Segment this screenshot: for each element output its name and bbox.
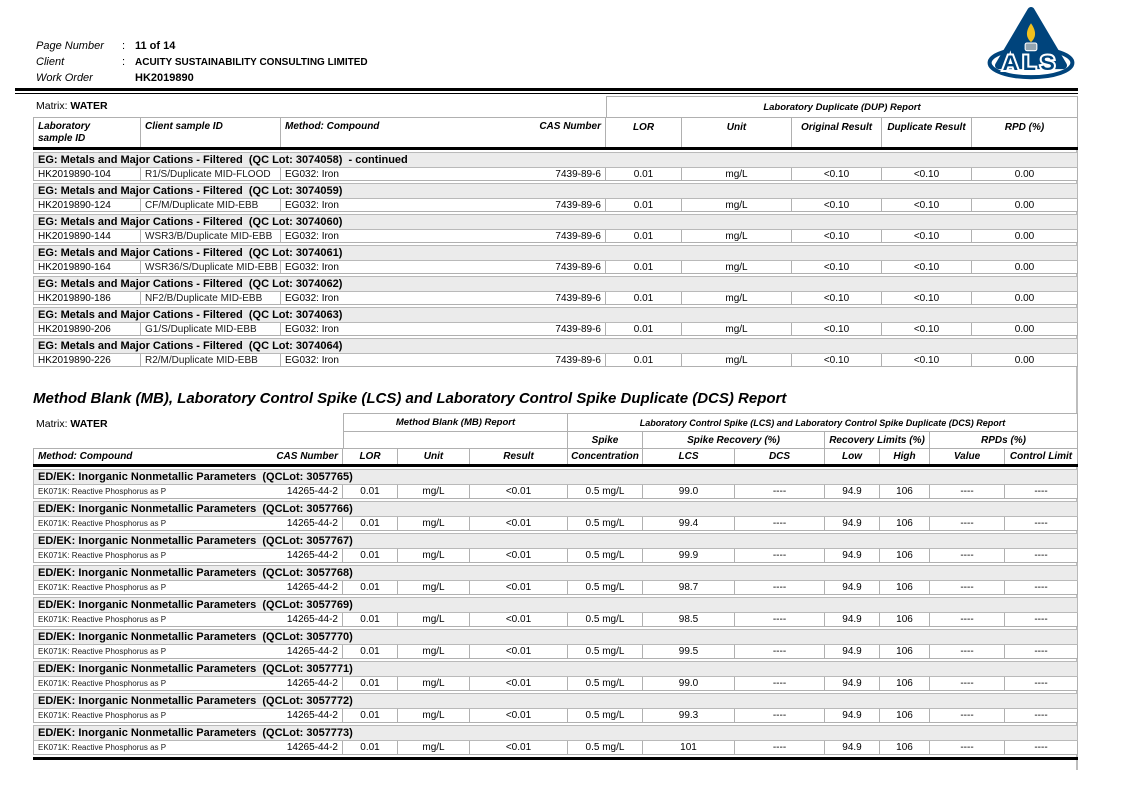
col-method-compound: Method: Compound <box>38 451 133 462</box>
recovery-low-cell: 94.9 <box>825 740 880 755</box>
mb-section-title: Method Blank (MB), Laboratory Control Spike (LCS) and Laboratory Control Spike Duplicate (DCS) Report <box>33 390 787 407</box>
method-compound-value: EK071K: Reactive Phosphorus as P <box>38 615 167 624</box>
qc-lot-section-header: ED/EK: Inorganic Nonmetallic Parameters (QCLot: 3057770) <box>33 629 1078 645</box>
dup-data-row <box>33 229 1078 243</box>
col-client-sample-id: Client sample ID <box>141 117 281 148</box>
rpd-control-limit-cell: ---- <box>1005 612 1078 627</box>
qc-lot-section-header: EG: Metals and Major Cations - Filtered (QC Lot: 3074059) <box>33 183 1078 199</box>
rpd-control-limit-cell: ---- <box>1005 644 1078 659</box>
qc-lot-section-header: ED/EK: Inorganic Nonmetallic Parameters (QCLot: 3057766) <box>33 501 1078 517</box>
dup-data-row <box>33 198 1078 212</box>
col-method-cas <box>33 448 343 465</box>
dcs-recovery-cell: ---- <box>735 548 825 563</box>
laboratory-sample-id-cell: HK2019890-206 <box>33 322 141 336</box>
client-sample-id-cell: R1/S/Duplicate MID-FLOOD <box>141 167 281 181</box>
col-cas-number: CAS Number <box>276 451 338 462</box>
method-compound-value: EK071K: Reactive Phosphorus as P <box>38 551 167 560</box>
recovery-high-cell: 106 <box>880 644 930 659</box>
col-high: High <box>880 448 930 465</box>
method-compound-value: EK071K: Reactive Phosphorus as P <box>38 743 167 752</box>
unit-cell: mg/L <box>682 198 792 212</box>
spike-concentration-cell: 0.5 mg/L <box>568 580 643 595</box>
lor-cell: 0.01 <box>343 612 398 627</box>
client-sample-id-cell: G1/S/Duplicate MID-EBB <box>141 322 281 336</box>
cas-number-value: 14265-44-2 <box>286 486 338 497</box>
sub-spike: Spike <box>568 431 643 449</box>
method-compound-value: EK071K: Reactive Phosphorus as P <box>38 583 167 592</box>
mb-data-row <box>33 708 1078 723</box>
duplicate-result-cell: <0.10 <box>882 353 972 367</box>
rpd-value-cell: ---- <box>930 548 1005 563</box>
recovery-high-cell: 106 <box>880 484 930 499</box>
col-lor: LOR <box>606 117 682 148</box>
original-result-cell: <0.10 <box>792 260 882 274</box>
mb-header-rule <box>33 464 1078 467</box>
duplicate-result-cell: <0.10 <box>882 198 972 212</box>
qc-lot-section-header: ED/EK: Inorganic Nonmetallic Parameters (QCLot: 3057773) <box>33 725 1078 741</box>
col-unit: Unit <box>398 448 470 465</box>
cas-number-value: 7439-89-6 <box>555 323 601 335</box>
method-compound-value: EK071K: Reactive Phosphorus as P <box>38 711 167 720</box>
lcs-group-header: Laboratory Control Spike (LCS) and Laboratory Control Spike Duplicate (DCS) Report <box>568 413 1078 432</box>
recovery-low-cell: 94.9 <box>825 676 880 691</box>
lor-cell: 0.01 <box>606 353 682 367</box>
dup-data-row <box>33 291 1078 305</box>
unit-cell: mg/L <box>398 516 470 531</box>
lcs-recovery-cell: 99.9 <box>643 548 735 563</box>
method-cas-cell <box>33 484 343 499</box>
mb-data-row <box>33 644 1078 659</box>
rpd-control-limit-cell: ---- <box>1005 740 1078 755</box>
qc-lot-section-header: EG: Metals and Major Cations - Filtered (QC Lot: 3074061) <box>33 245 1078 261</box>
mb-data-row <box>33 612 1078 627</box>
method-cas-cell <box>281 260 606 274</box>
lcs-recovery-cell: 98.5 <box>643 612 735 627</box>
client-colon: : <box>122 56 126 68</box>
col-cas-number: CAS Number <box>539 121 601 132</box>
method-compound-value: EG032: Iron <box>285 323 339 335</box>
laboratory-sample-id-cell: HK2019890-164 <box>33 260 141 274</box>
mb-column-headers <box>33 448 1078 465</box>
result-cell: <0.01 <box>470 548 568 563</box>
laboratory-sample-id-cell: HK2019890-104 <box>33 167 141 181</box>
spike-concentration-cell: 0.5 mg/L <box>568 484 643 499</box>
lcs-recovery-cell: 99.0 <box>643 484 735 499</box>
recovery-low-cell: 94.9 <box>825 484 880 499</box>
sub-spike-recovery: Spike Recovery (%) <box>643 431 825 449</box>
rpd-cell: 0.00 <box>972 291 1078 305</box>
dup-data-row <box>33 260 1078 274</box>
method-compound-value: EG032: Iron <box>285 199 339 211</box>
cas-number-value: 14265-44-2 <box>286 582 338 593</box>
col-dcs: DCS <box>735 448 825 465</box>
method-compound-value: EG032: Iron <box>285 230 339 242</box>
cas-number-value: 7439-89-6 <box>555 168 601 180</box>
client-value: ACUITY SUSTAINABILITY CONSULTING LIMITED <box>135 56 368 68</box>
dup-table-body <box>33 152 1078 367</box>
cas-number-value: 7439-89-6 <box>555 354 601 366</box>
cas-number-value: 14265-44-2 <box>286 742 338 753</box>
spike-concentration-cell: 0.5 mg/L <box>568 612 643 627</box>
lor-cell: 0.01 <box>343 516 398 531</box>
rpd-control-limit-cell: ---- <box>1005 484 1078 499</box>
method-cas-cell <box>281 353 606 367</box>
qc-lot-section-header: ED/EK: Inorganic Nonmetallic Parameters (QCLot: 3057767) <box>33 533 1078 549</box>
col-concentration: Concentration <box>568 448 643 465</box>
header-divider <box>15 88 1078 94</box>
recovery-high-cell: 106 <box>880 516 930 531</box>
qc-lot-section-header: EG: Metals and Major Cations - Filtered (QC Lot: 3074058) - continued <box>33 152 1078 168</box>
recovery-high-cell: 106 <box>880 740 930 755</box>
dup-header-rule <box>33 147 1078 150</box>
client-sample-id-cell: WSR36/S/Duplicate MID-EBB <box>141 260 281 274</box>
qc-lot-section-header: ED/EK: Inorganic Nonmetallic Parameters (QCLot: 3057769) <box>33 597 1078 613</box>
recovery-low-cell: 94.9 <box>825 580 880 595</box>
lor-cell: 0.01 <box>343 548 398 563</box>
dcs-recovery-cell: ---- <box>735 516 825 531</box>
lcs-recovery-cell: 99.0 <box>643 676 735 691</box>
unit-cell: mg/L <box>398 676 470 691</box>
mb-subgroup-band <box>33 431 1078 449</box>
page-number-row <box>36 38 368 54</box>
method-cas-cell <box>33 548 343 563</box>
method-compound-value: EK071K: Reactive Phosphorus as P <box>38 647 167 656</box>
work-order-label: Work Order <box>36 72 93 84</box>
qc-lot-section-header: EG: Metals and Major Cations - Filtered (QC Lot: 3074064) <box>33 338 1078 354</box>
lor-cell: 0.01 <box>606 167 682 181</box>
rpd-control-limit-cell: ---- <box>1005 580 1078 595</box>
lcs-recovery-cell: 99.5 <box>643 644 735 659</box>
dup-matrix-band <box>33 96 1078 118</box>
als-logo-graphic <box>986 5 1076 81</box>
recovery-low-cell: 94.9 <box>825 708 880 723</box>
method-compound-value: EK071K: Reactive Phosphorus as P <box>38 487 167 496</box>
lor-cell: 0.01 <box>343 644 398 659</box>
recovery-low-cell: 94.9 <box>825 516 880 531</box>
rpd-cell: 0.00 <box>972 322 1078 336</box>
client-sample-id-cell: CF/M/Duplicate MID-EBB <box>141 198 281 212</box>
method-cas-cell <box>281 322 606 336</box>
recovery-low-cell: 94.9 <box>825 548 880 563</box>
cas-number-value: 14265-44-2 <box>286 518 338 529</box>
mb-group-header: Method Blank (MB) Report <box>343 413 568 432</box>
page-number-label: Page Number <box>36 40 104 52</box>
method-compound-value: EG032: Iron <box>285 292 339 304</box>
result-cell: <0.01 <box>470 484 568 499</box>
method-cas-cell <box>281 167 606 181</box>
col-unit: Unit <box>682 117 792 148</box>
sub-rpds: RPDs (%) <box>930 431 1078 449</box>
recovery-low-cell: 94.9 <box>825 612 880 627</box>
duplicate-result-cell: <0.10 <box>882 167 972 181</box>
dcs-recovery-cell: ---- <box>735 484 825 499</box>
dcs-recovery-cell: ---- <box>735 676 825 691</box>
unit-cell: mg/L <box>398 644 470 659</box>
qc-lot-section-header: ED/EK: Inorganic Nonmetallic Parameters (QCLot: 3057772) <box>33 693 1078 709</box>
cas-number-value: 14265-44-2 <box>286 678 338 689</box>
mb-data-row <box>33 484 1078 499</box>
result-cell: <0.01 <box>470 708 568 723</box>
recovery-low-cell: 94.9 <box>825 644 880 659</box>
cas-number-value: 7439-89-6 <box>555 261 601 273</box>
rpd-value-cell: ---- <box>930 516 1005 531</box>
spike-concentration-cell: 0.5 mg/L <box>568 548 643 563</box>
cas-number-value: 14265-44-2 <box>286 646 338 657</box>
dup-column-headers <box>33 117 1078 148</box>
matrix-label: Matrix: <box>36 100 68 112</box>
cas-number-value: 14265-44-2 <box>286 550 338 561</box>
duplicate-result-cell: <0.10 <box>882 260 972 274</box>
matrix-value: WATER <box>70 418 108 430</box>
lcs-recovery-cell: 98.7 <box>643 580 735 595</box>
laboratory-sample-id-cell: HK2019890-226 <box>33 353 141 367</box>
rpd-cell: 0.00 <box>972 167 1078 181</box>
lor-cell: 0.01 <box>606 229 682 243</box>
col-lor: LOR <box>343 448 398 465</box>
method-cas-cell <box>281 229 606 243</box>
rpd-cell: 0.00 <box>972 353 1078 367</box>
unit-cell: mg/L <box>682 353 792 367</box>
mb-data-row <box>33 740 1078 755</box>
col-low: Low <box>825 448 880 465</box>
recovery-high-cell: 106 <box>880 708 930 723</box>
spike-concentration-cell: 0.5 mg/L <box>568 644 643 659</box>
recovery-high-cell: 106 <box>880 676 930 691</box>
qc-lot-section-header: EG: Metals and Major Cations - Filtered (QC Lot: 3074060) <box>33 214 1078 230</box>
lor-cell: 0.01 <box>606 291 682 305</box>
unit-cell: mg/L <box>398 612 470 627</box>
col-lcs: LCS <box>643 448 735 465</box>
lcs-recovery-cell: 101 <box>643 740 735 755</box>
col-value: Value <box>930 448 1005 465</box>
col-rpd: RPD (%) <box>972 117 1078 148</box>
matrix-value: WATER <box>70 100 108 112</box>
method-compound-value: EK071K: Reactive Phosphorus as P <box>38 519 167 528</box>
unit-cell: mg/L <box>398 548 470 563</box>
unit-cell: mg/L <box>682 322 792 336</box>
lor-cell: 0.01 <box>343 708 398 723</box>
lor-cell: 0.01 <box>606 198 682 212</box>
rpd-value-cell: ---- <box>930 612 1005 627</box>
qc-lot-section-header: EG: Metals and Major Cations - Filtered (QC Lot: 3074062) <box>33 276 1078 292</box>
result-cell: <0.01 <box>470 612 568 627</box>
laboratory-sample-id-cell: HK2019890-144 <box>33 229 141 243</box>
dup-data-row <box>33 167 1078 181</box>
dcs-recovery-cell: ---- <box>735 644 825 659</box>
method-cas-cell <box>281 198 606 212</box>
rpd-cell: 0.00 <box>972 229 1078 243</box>
rpd-value-cell: ---- <box>930 676 1005 691</box>
rpd-value-cell: ---- <box>930 708 1005 723</box>
mb-group-empty <box>343 431 568 449</box>
unit-cell: mg/L <box>682 291 792 305</box>
mb-data-row <box>33 548 1078 563</box>
spike-concentration-cell: 0.5 mg/L <box>568 676 643 691</box>
mb-matrix-label <box>33 413 343 432</box>
method-compound-value: EK071K: Reactive Phosphorus as P <box>38 679 167 688</box>
client-row <box>36 54 368 70</box>
method-cas-cell <box>281 291 606 305</box>
lor-cell: 0.01 <box>606 260 682 274</box>
unit-cell: mg/L <box>398 484 470 499</box>
recovery-high-cell: 106 <box>880 612 930 627</box>
col-result: Result <box>470 448 568 465</box>
page-number-colon: : <box>122 40 126 52</box>
col-laboratory-sample-id <box>33 117 141 148</box>
lor-cell: 0.01 <box>343 740 398 755</box>
dcs-recovery-cell: ---- <box>735 708 825 723</box>
original-result-cell: <0.10 <box>792 198 882 212</box>
dup-matrix-label <box>33 96 606 118</box>
result-cell: <0.01 <box>470 740 568 755</box>
work-order-row <box>36 70 368 86</box>
sub-recovery-limits: Recovery Limits (%) <box>825 431 930 449</box>
method-cas-cell <box>33 580 343 595</box>
lcs-recovery-cell: 99.3 <box>643 708 735 723</box>
rpd-control-limit-cell: ---- <box>1005 676 1078 691</box>
method-cas-cell <box>33 644 343 659</box>
mb-group-band <box>33 413 1078 432</box>
col-control-limit: Control Limit <box>1005 448 1078 465</box>
dup-data-row <box>33 353 1078 367</box>
unit-cell: mg/L <box>682 260 792 274</box>
unit-cell: mg/L <box>682 167 792 181</box>
col-lab-line2: sample ID <box>38 133 86 144</box>
lor-cell: 0.01 <box>343 580 398 595</box>
cas-number-value: 7439-89-6 <box>555 292 601 304</box>
rpd-value-cell: ---- <box>930 740 1005 755</box>
rpd-cell: 0.00 <box>972 198 1078 212</box>
mb-bottom-rule <box>33 757 1078 760</box>
lor-cell: 0.01 <box>343 484 398 499</box>
duplicate-result-cell: <0.10 <box>882 291 972 305</box>
client-label: Client <box>36 56 65 68</box>
mb-table-body <box>33 469 1078 755</box>
matrix-label: Matrix: <box>36 418 68 430</box>
original-result-cell: <0.10 <box>792 353 882 367</box>
unit-cell: mg/L <box>682 229 792 243</box>
method-cas-cell <box>33 740 343 755</box>
duplicate-result-cell: <0.10 <box>882 322 972 336</box>
dup-group-header: Laboratory Duplicate (DUP) Report <box>606 96 1078 118</box>
rpd-value-cell: ---- <box>930 580 1005 595</box>
mb-report-table <box>33 413 1078 760</box>
logo-text: ALS <box>1002 50 1060 75</box>
result-cell: <0.01 <box>470 644 568 659</box>
client-sample-id-cell: WSR3/B/Duplicate MID-EBB <box>141 229 281 243</box>
client-sample-id-cell: NF2/B/Duplicate MID-EBB <box>141 291 281 305</box>
rpd-control-limit-cell: ---- <box>1005 708 1078 723</box>
method-cas-cell <box>33 708 343 723</box>
dcs-recovery-cell: ---- <box>735 740 825 755</box>
recovery-high-cell: 106 <box>880 548 930 563</box>
lor-cell: 0.01 <box>343 676 398 691</box>
unit-cell: mg/L <box>398 580 470 595</box>
qc-lot-section-header: EG: Metals and Major Cations - Filtered (QC Lot: 3074063) <box>33 307 1078 323</box>
mb-data-row <box>33 676 1078 691</box>
work-order-value: HK2019890 <box>135 72 194 84</box>
lcs-recovery-cell: 99.4 <box>643 516 735 531</box>
spike-concentration-cell: 0.5 mg/L <box>568 708 643 723</box>
cas-number-value: 7439-89-6 <box>555 199 601 211</box>
original-result-cell: <0.10 <box>792 167 882 181</box>
original-result-cell: <0.10 <box>792 322 882 336</box>
duplicate-result-cell: <0.10 <box>882 229 972 243</box>
qc-lot-section-header: ED/EK: Inorganic Nonmetallic Parameters (QCLot: 3057771) <box>33 661 1078 677</box>
spike-concentration-cell: 0.5 mg/L <box>568 516 643 531</box>
mb-data-row <box>33 516 1078 531</box>
result-cell: <0.01 <box>470 676 568 691</box>
rpd-control-limit-cell: ---- <box>1005 516 1078 531</box>
method-cas-cell <box>33 612 343 627</box>
als-logo <box>986 5 1076 81</box>
report-header <box>36 38 368 86</box>
qc-lot-section-header: ED/EK: Inorganic Nonmetallic Parameters (QCLot: 3057768) <box>33 565 1078 581</box>
cas-number-value: 7439-89-6 <box>555 230 601 242</box>
dcs-recovery-cell: ---- <box>735 580 825 595</box>
lor-cell: 0.01 <box>606 322 682 336</box>
original-result-cell: <0.10 <box>792 229 882 243</box>
cas-number-value: 14265-44-2 <box>286 710 338 721</box>
col-method-compound: Method: Compound <box>285 121 380 132</box>
rpd-control-limit-cell: ---- <box>1005 548 1078 563</box>
col-lab-line1: Laboratory <box>38 121 91 132</box>
method-cas-cell <box>33 516 343 531</box>
col-duplicate-result: Duplicate Result <box>882 117 972 148</box>
recovery-high-cell: 106 <box>880 580 930 595</box>
rpd-value-cell: ---- <box>930 644 1005 659</box>
laboratory-sample-id-cell: HK2019890-186 <box>33 291 141 305</box>
dup-report-table <box>33 96 1078 367</box>
page-number-value: 11 of 14 <box>135 40 176 52</box>
col-original-result: Original Result <box>792 117 882 148</box>
subgroup-spacer <box>33 431 343 449</box>
spike-concentration-cell: 0.5 mg/L <box>568 740 643 755</box>
cas-number-value: 14265-44-2 <box>286 614 338 625</box>
rpd-value-cell: ---- <box>930 484 1005 499</box>
method-compound-value: EG032: Iron <box>285 354 339 366</box>
qc-lot-section-header: ED/EK: Inorganic Nonmetallic Parameters (QCLot: 3057765) <box>33 469 1078 485</box>
laboratory-sample-id-cell: HK2019890-124 <box>33 198 141 212</box>
method-cas-cell <box>33 676 343 691</box>
col-method-cas <box>281 117 606 148</box>
unit-cell: mg/L <box>398 708 470 723</box>
dup-data-row <box>33 322 1078 336</box>
unit-cell: mg/L <box>398 740 470 755</box>
client-sample-id-cell: R2/M/Duplicate MID-EBB <box>141 353 281 367</box>
mb-data-row <box>33 580 1078 595</box>
method-compound-value: EG032: Iron <box>285 168 339 180</box>
dcs-recovery-cell: ---- <box>735 612 825 627</box>
original-result-cell: <0.10 <box>792 291 882 305</box>
rpd-cell: 0.00 <box>972 260 1078 274</box>
result-cell: <0.01 <box>470 580 568 595</box>
result-cell: <0.01 <box>470 516 568 531</box>
method-compound-value: EG032: Iron <box>285 261 339 273</box>
